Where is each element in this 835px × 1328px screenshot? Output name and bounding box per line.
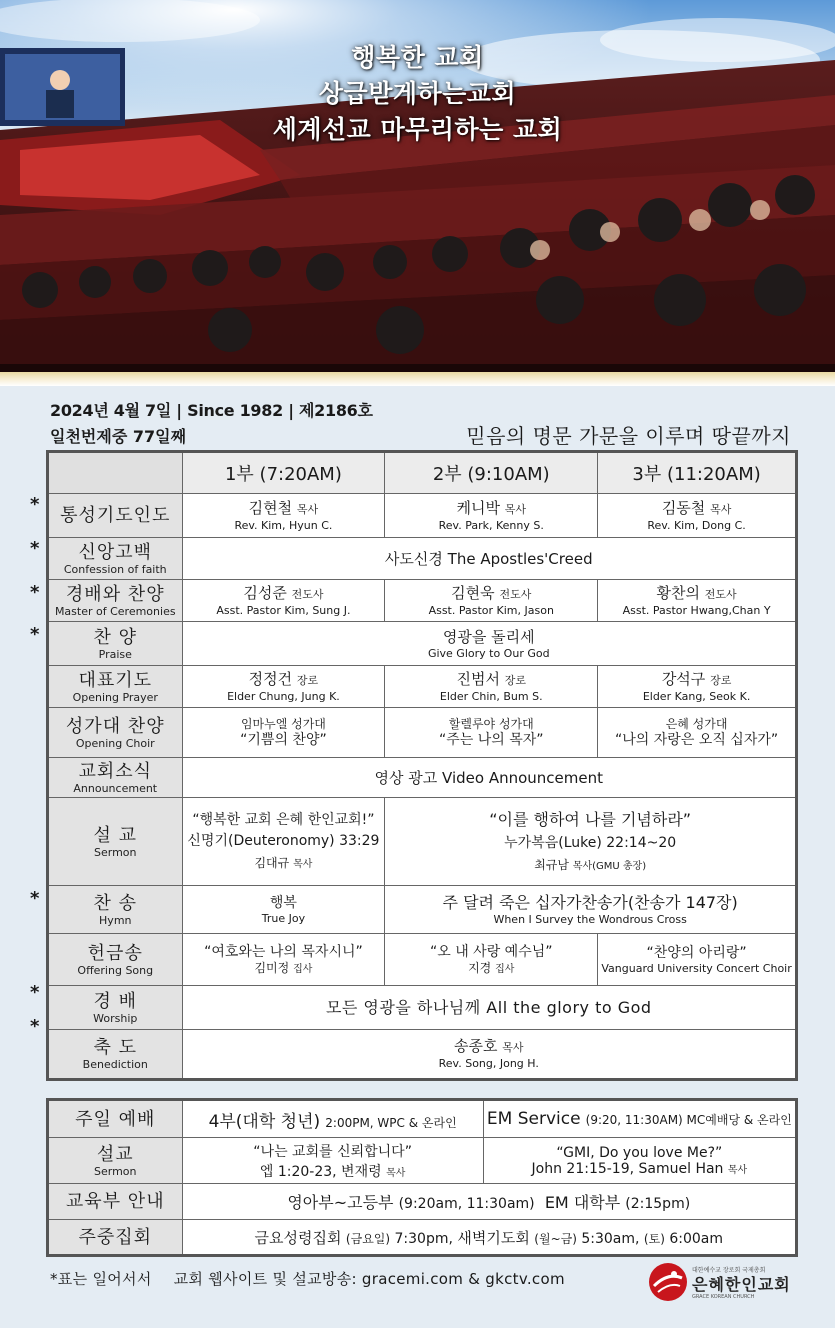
weekday-dawn: 새벽기도회 [457,1228,530,1247]
label-ko: 신앙고백 [78,541,153,563]
label-en: Offering Song [77,963,154,977]
offering-day-count: 일천번제중 77일째 [50,427,187,446]
label-ko: 주일 예배 [75,1108,156,1130]
cell [385,580,598,622]
sermon-scripture: 엡 1:20-23, 변재령 [259,1163,382,1180]
label-worship [48,986,183,1030]
row-opening-prayer [48,666,797,708]
person-title: 전도사 [291,587,324,601]
announcement-text: 영상 광고 Video Announcement [182,758,796,798]
service-2-header: 2부 (9:10AM) [385,452,598,494]
choir-name: 임마누엘 성가대 [240,716,326,731]
label-ko: 통성기도인도 [60,505,171,526]
sermon-title: “나는 교회를 신뢰합니다” [253,1143,412,1160]
other-services-table [46,1098,798,1257]
weekday-friday: 금요성령집회 [254,1228,342,1247]
sermon-service-2-3 [385,798,797,886]
service-1-header: 1부 (7:20AM) [182,452,385,494]
weekday-friday-time: 7:30pm, [394,1230,453,1247]
person-name: 김성준 [243,583,287,602]
service-3-header: 3부 (11:20AM) [598,452,797,494]
label-sermon [48,798,183,886]
person-title: 장로 [296,673,319,687]
singer-name: Vanguard University Concert Choir [601,961,792,975]
offering-song-title: “여호와는 나의 목자시니” [204,943,363,960]
fourth-service-cell [182,1100,483,1138]
fourth-service-detail: 2:00PM, WPC & 온라인 [325,1115,457,1130]
person-name-en: Asst. Pastor Hwang,Chan Y [622,603,771,617]
education-a-time: (9:20am, 11:30am) [398,1196,535,1212]
row-weekday [48,1220,797,1256]
label-prayer-call [48,494,183,538]
singer-name: 지경 [468,960,492,975]
row-opening-choir [48,708,797,758]
label-ko: 성가대 찬양 [65,715,165,737]
label-en: Sermon [94,1164,137,1178]
person-name: 김현철 [248,498,293,517]
person-name-en: Asst. Pastor Kim, Sung J. [216,603,351,617]
em-service-cell [483,1100,796,1138]
standing-marker: * [30,982,40,1003]
sermon-title: “행복한 교회 은혜 한인교회!” [192,812,375,828]
label-en: Opening Prayer [72,690,158,704]
praise-cell [182,622,796,666]
choir-name: 할렐루야 성가대 [448,716,534,731]
person-title: 장로 [710,673,732,687]
weekday-saturday-time: 6:00am [669,1230,723,1247]
person-title: 목사 [504,502,527,516]
weekday-dawn-time: 5:30am, [581,1230,640,1247]
person-name: 케니박 [456,498,500,517]
choir-song: “주는 나의 목자” [438,731,544,748]
standing-marker: * [30,1016,40,1037]
label-confession [48,538,183,580]
person-name: 강석구 [661,669,706,688]
person-name-en: Rev. Kim, Dong C. [647,518,746,532]
worship-text: 모든 영광을 하나님께 All the glory to God [182,986,796,1030]
hero-title-line-3: 세계선교 마무리하는 교회 [272,115,563,144]
worship-order-table [46,450,798,1081]
label-services-sermon [48,1138,183,1184]
standing-marker: * [30,494,40,515]
label-ko: 찬 송 [93,892,138,914]
em-sermon-cell [483,1138,796,1184]
row-sermon [48,798,797,886]
church-motto: 믿음의 명문 가문을 이루며 땅끝까지 [466,424,791,448]
label-education [48,1184,183,1220]
person-name-en: Rev. Kim, Hyun C. [234,518,333,532]
label-ko: 교회소식 [78,760,153,782]
fourth-service-name: 4부(대학 청년) [208,1111,321,1132]
label-ko: 축 도 [93,1037,138,1058]
cell [182,580,385,622]
person-title: 목사 [710,502,732,516]
label-sunday-service [48,1100,183,1138]
em-service-name: EM Service [486,1109,581,1129]
cell [598,934,797,986]
footer [50,1268,565,1289]
issue-date-line: 2024년 4월 7일 | Since 1982 | 제2186호 [50,401,373,420]
standing-marker: * [30,582,40,603]
label-en: Announcement [73,781,158,795]
standing-marker: * [30,624,40,645]
person-name-en: Asst. Pastor Kim, Jason [428,603,554,617]
cell [182,934,385,986]
person-title: 전도사 [704,587,737,601]
confession-text: 사도신경 The Apostles'Creed [182,538,796,580]
person-name-en: Elder Chin, Bum S. [439,689,543,703]
label-en: Benediction [82,1058,148,1071]
weekday-dawn-day: (월~금) [534,1231,577,1246]
label-announcement [48,758,183,798]
weekday-cell [182,1220,796,1256]
label-offering-song [48,934,183,986]
person-name: 김현욱 [451,583,495,602]
label-ko: 경 배 [93,990,138,1012]
hymn-title-en: When I Survey the Wondrous Cross [493,912,687,926]
hymn-title: 주 달려 죽은 십자가찬송가(찬송가 147장) [442,892,738,912]
row-hymn [48,886,797,934]
preacher-role: 목사(GMU 총장) [572,860,647,872]
preacher-name: 최규남 [534,857,569,872]
cell [385,708,598,758]
standing-marker: * [30,888,40,909]
label-en: Confession of faith [63,562,167,576]
preacher-role: 목사 [386,1167,406,1179]
label-ko: 설 교 [93,824,138,846]
person-name: 김동철 [661,498,706,517]
row-offering-song [48,934,797,986]
logo-church-name: 은혜한인교회 [692,1275,791,1294]
cell [598,494,797,538]
praise-title: 영광을 돌리세 [442,628,535,646]
label-en: Sermon [94,845,137,859]
sermon-service-1 [182,798,385,886]
label-ko: 주중집회 [78,1226,153,1248]
weekday-friday-day: (금요일) [345,1231,391,1246]
sermon-scripture: 누가복음(Luke) 22:14~20 [504,834,677,851]
weekday-saturday-day: (토) [643,1231,665,1246]
cell [182,666,385,708]
education-b-time: (2:15pm) [625,1196,691,1212]
service-times-header [48,452,797,494]
preacher-role: 목사 [727,1164,748,1176]
person-name: 정정건 [248,669,293,688]
label-weekday [48,1220,183,1256]
person-title: 목사 [502,1041,524,1054]
singer-name: 김미정 [254,960,290,975]
cell [385,666,598,708]
standing-note: *표는 일어서서 [50,1270,152,1288]
logo-subtitle: 대한예수교 장로회 국제총회 [692,1267,766,1274]
logo-english-name: GRACE KOREAN CHURCH [692,1294,755,1300]
fourth-sermon-cell [182,1138,483,1184]
row-praise [48,622,797,666]
education-a: 영아부~고등부 [287,1193,394,1212]
person-title: 장로 [504,673,527,687]
row-benediction [48,1030,797,1080]
choir-name: 은혜 성가대 [665,716,728,731]
hymn-service-2-3 [385,886,797,934]
header-corner-cell [48,452,183,494]
sermon-scripture: John 21:15-19, Samuel Han [531,1160,724,1177]
benediction-cell [182,1030,796,1080]
label-ko: 헌금송 [87,942,143,964]
label-en: Praise [98,647,132,661]
label-praise [48,622,183,666]
hymn-title: 행복 [269,894,297,911]
label-mc [48,580,183,622]
row-mc [48,580,797,622]
person-name-en: Rev. Park, Kenny S. [438,518,544,532]
label-en: Master of Ceremonies [54,604,176,618]
praise-title-en: Give Glory to Our God [427,647,550,660]
choir-song: “기쁨의 찬양” [240,731,327,748]
cell [385,934,598,986]
cell [598,708,797,758]
label-ko: 설교 [96,1143,134,1165]
cell [598,580,797,622]
singer-role: 집사 [495,963,515,975]
row-education [48,1184,797,1220]
person-name-en: Rev. Song, Jong H. [438,1057,539,1070]
row-prayer-call [48,494,797,538]
person-name: 진범서 [456,669,500,688]
person-name-en: Elder Kang, Seok K. [642,689,751,703]
choir-song: “나의 자랑은 오직 십자가” [615,731,779,748]
standing-marker: * [30,538,40,559]
cell [385,494,598,538]
label-ko: 대표기도 [78,669,153,691]
label-ko: 찬 양 [93,626,138,648]
cell [182,494,385,538]
hymn-title-en: True Joy [261,911,306,925]
offering-song-title: “찬양의 아리랑” [646,944,747,961]
hero-title-line-2: 상급받게하는교회 [318,79,517,108]
website-note: 교회 웹사이트 및 설교방송: gracemi.com & gkctv.com [173,1270,565,1288]
cell [182,708,385,758]
sermon-title: “GMI, Do you love Me?” [556,1144,723,1161]
cell [598,666,797,708]
person-name: 황찬의 [656,583,700,602]
row-confession [48,538,797,580]
row-services-sermon [48,1138,797,1184]
person-title: 목사 [296,502,319,516]
preacher-role: 목사 [293,859,313,870]
education-cell [182,1184,796,1220]
row-sunday-services [48,1100,797,1138]
gold-divider [0,372,835,386]
label-opening-choir [48,708,183,758]
sermon-scripture: 신명기(Deuteronomy) 33:29 [187,833,380,849]
label-benediction [48,1030,183,1080]
label-en: Hymn [99,913,132,927]
label-opening-prayer [48,666,183,708]
education-b: EM 대학부 [544,1193,621,1212]
row-worship [48,986,797,1030]
person-name-en: Elder Chung, Jung K. [227,689,340,703]
offering-song-title: “오 내 사랑 예수님” [429,943,553,960]
hero-title-line-1: 행복한 교회 [351,43,484,72]
person-title: 전도사 [499,587,532,601]
singer-role: 집사 [293,963,313,975]
sermon-title: “이를 행하여 나를 기념하라” [489,809,692,829]
hymn-service-1 [182,886,385,934]
label-hymn [48,886,183,934]
label-ko: 경배와 찬양 [65,583,165,605]
em-service-detail: (9:20, 11:30AM) MC예배당 & 온라인 [585,1113,792,1127]
person-name: 송종호 [454,1037,498,1055]
row-announcement [48,758,797,798]
label-ko: 교육부 안내 [65,1191,165,1212]
hero-photo [0,0,835,372]
label-en: Worship [93,1011,138,1025]
label-en: Opening Choir [75,736,155,750]
preacher-name: 김대규 [254,856,290,870]
